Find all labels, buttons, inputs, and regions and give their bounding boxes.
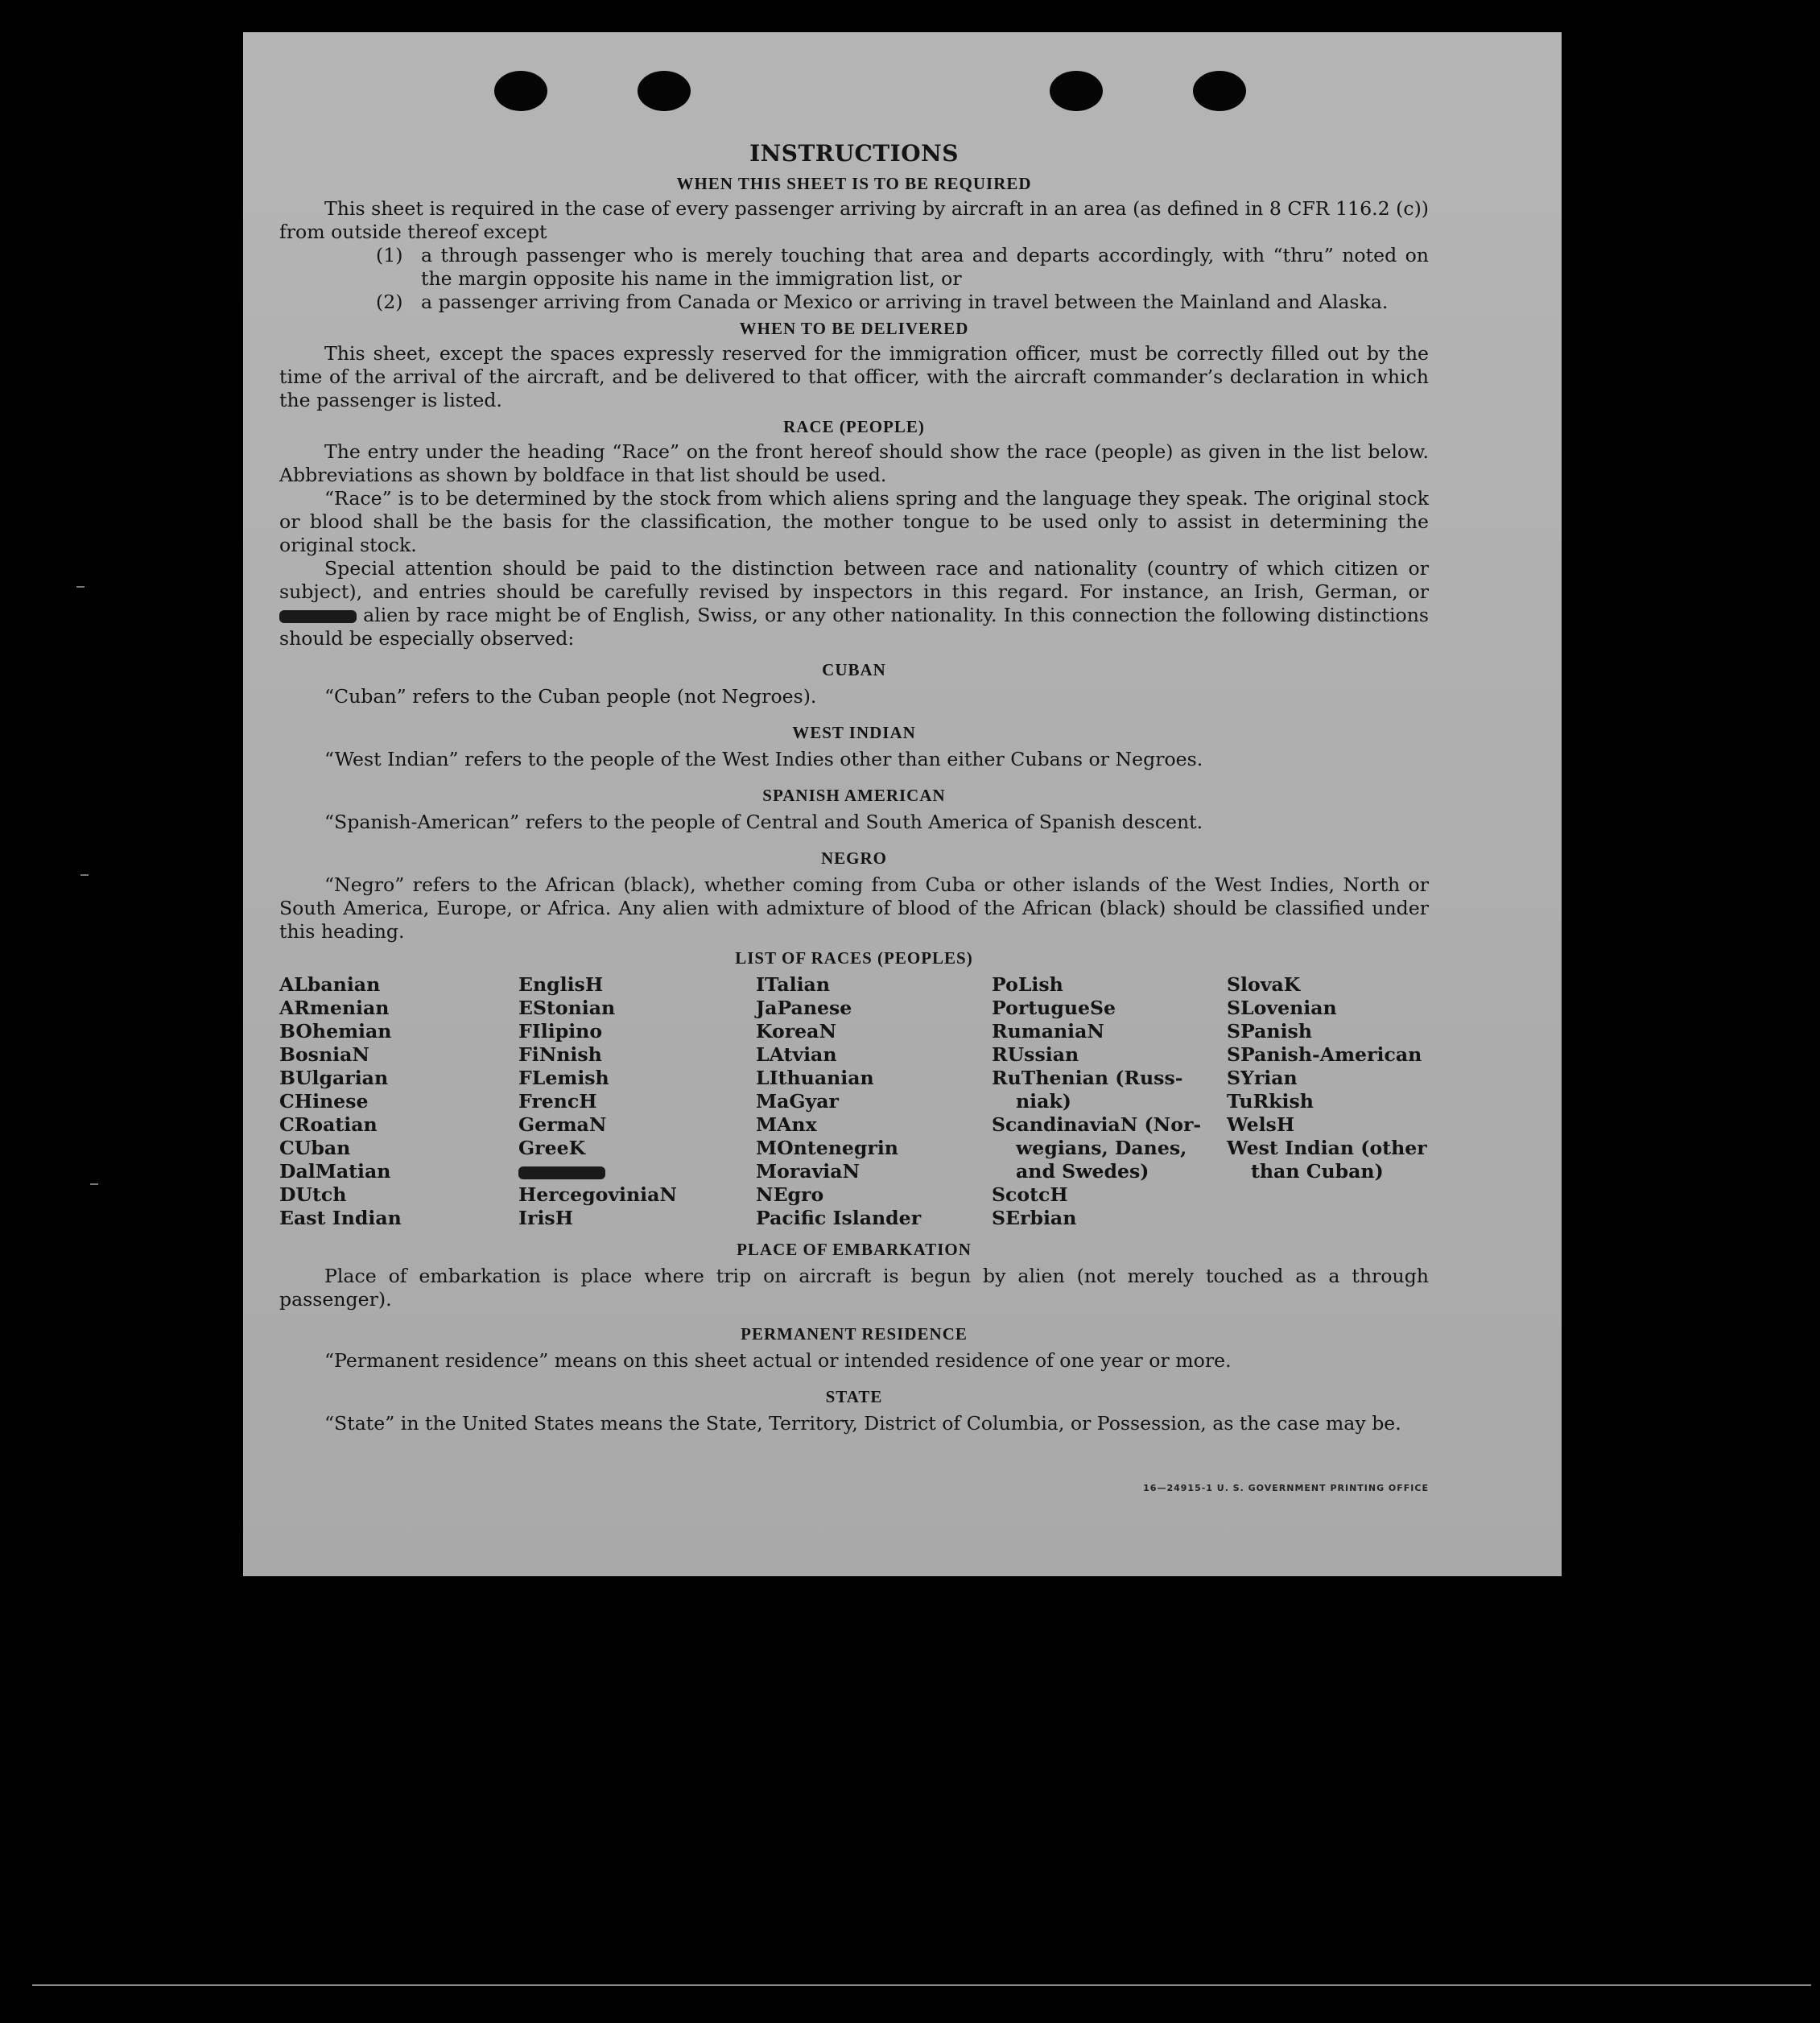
- race-item: FiNnish: [518, 1043, 602, 1066]
- race-item: ALbanian: [279, 973, 381, 996]
- race-item: JaPanese: [756, 997, 852, 1019]
- paragraph-state: “State” in the United States means the State, Territory, District of Columbia, or Possession, as the case may be.: [324, 1412, 1401, 1435]
- paragraph-race-3: [279, 557, 1429, 650]
- paragraph-race-1: The entry under the heading “Race” on the front hereof should show the race (people) as given in the list below. Abbreviations as shown by boldface in that list should be used.: [279, 440, 1429, 486]
- race-item: RUssian: [992, 1043, 1079, 1066]
- paragraph-residence: “Permanent residence” means on this sheet actual or intended residence of one year or more.: [324, 1349, 1232, 1372]
- document-page: [243, 32, 1562, 1576]
- race-item: IrisH: [518, 1207, 574, 1229]
- race-item: CHinese: [279, 1090, 369, 1113]
- race-item: PortugueSe: [992, 997, 1116, 1019]
- race-item: GreeK: [518, 1137, 586, 1159]
- race-item: LIthuanian: [756, 1067, 874, 1089]
- heading-place-of-embarkation: PLACE OF EMBARKATION: [737, 1240, 972, 1259]
- races-column-4: [992, 973, 1227, 1230]
- heading-list-of-races: LIST OF RACES (PEOPLES): [735, 948, 973, 968]
- paragraph-required: This sheet is required in the case of every passenger arriving by aircraft in an area (as defined in 8 CFR 116.2 (c)) from outside thereof except: [279, 197, 1429, 243]
- race-item: ScotcH: [992, 1183, 1068, 1206]
- heading-permanent-residence: PERMANENT RESIDENCE: [741, 1324, 968, 1344]
- redaction-mark: [518, 1166, 605, 1179]
- scan-border-line: [32, 1984, 1811, 1986]
- heading-when-required: WHEN THIS SHEET IS TO BE REQUIRED: [676, 174, 1032, 193]
- race-item: MOntenegrin: [756, 1137, 898, 1159]
- races-list: [279, 973, 1429, 1230]
- paragraph-embarkation: Place of embarkation is place where trip on aircraft is begun by alien (not merely touched as a through passenger).: [279, 1265, 1429, 1311]
- punch-hole: [1193, 71, 1246, 111]
- race-item: BUlgarian: [279, 1067, 389, 1089]
- race-item: West Indian (other: [1227, 1137, 1427, 1159]
- race-item-redacted: [518, 1160, 756, 1183]
- race-item: East Indian: [279, 1207, 402, 1229]
- heading-cuban: CUBAN: [822, 660, 886, 679]
- race-item: GermaN: [518, 1113, 607, 1136]
- item-text: a through passenger who is merely touching that area and departs accordingly, with “thru” noted on the margin opposite his name in the immigration list, or: [421, 244, 1429, 290]
- paragraph-race-3-a: Special attention should be paid to the distinction between race and nationality (country of which citizen or subject), and entries should be carefully revised by inspectors in this regard. For instance, an Irish, German, or: [279, 557, 1429, 603]
- race-item: CUban: [279, 1137, 351, 1159]
- item-text: a passenger arriving from Canada or Mexico or arriving in travel between the Mainland and Alaska.: [421, 291, 1389, 313]
- race-item-continuation: than Cuban): [1251, 1160, 1384, 1183]
- heading-race: RACE (PEOPLE): [783, 417, 925, 436]
- race-item: RumaniaN: [992, 1020, 1104, 1042]
- scan-edge-mark: [76, 586, 85, 588]
- item-number: (1): [376, 244, 403, 266]
- punch-hole: [494, 71, 547, 111]
- race-item-continuation: wegians, Danes,: [1016, 1137, 1187, 1159]
- race-item: PoLish: [992, 973, 1063, 996]
- race-item: ScandinaviaN (Nor-: [992, 1113, 1202, 1136]
- list-item: [279, 291, 1429, 314]
- punch-hole: [1050, 71, 1103, 111]
- redaction-mark: [279, 610, 357, 623]
- punch-hole: [638, 71, 691, 111]
- race-item: MAnx: [756, 1113, 817, 1136]
- race-item: EnglisH: [518, 973, 604, 996]
- race-item: BosniaN: [279, 1043, 369, 1066]
- race-item: LAtvian: [756, 1043, 837, 1066]
- race-item: FrencH: [518, 1090, 597, 1113]
- race-item: MaGyar: [756, 1090, 839, 1113]
- races-column-3: [756, 973, 992, 1230]
- race-item: SErbian: [992, 1207, 1077, 1229]
- paragraph-cuban: “Cuban” refers to the Cuban people (not Negroes).: [324, 685, 817, 708]
- scan-edge-mark: [90, 1183, 98, 1185]
- race-item: NEgro: [756, 1183, 824, 1206]
- race-item: DUtch: [279, 1183, 347, 1206]
- item-number: (2): [376, 291, 403, 313]
- race-item: ITalian: [756, 973, 830, 996]
- race-item: TuRkish: [1227, 1090, 1314, 1113]
- race-item: SPanish-American: [1227, 1043, 1422, 1066]
- paragraph-delivered: This sheet, except the spaces expressly reserved for the immigration officer, must be correctly filled out by the time of the arrival of the aircraft, and be delivered to that officer, with the aircraft commander’s declaration in which the passenger is listed.: [279, 342, 1429, 411]
- race-item: EStonian: [518, 997, 616, 1019]
- race-item: HercegoviniaN: [518, 1183, 677, 1206]
- page-title: INSTRUCTIONS: [749, 140, 959, 167]
- heading-west-indian: WEST INDIAN: [792, 723, 916, 742]
- race-item: FLemish: [518, 1067, 609, 1089]
- race-item: SlovaK: [1227, 973, 1301, 996]
- race-item: DalMatian: [279, 1160, 391, 1183]
- race-item: MoraviaN: [756, 1160, 860, 1183]
- race-item: SYrian: [1227, 1067, 1298, 1089]
- race-item: SPanish: [1227, 1020, 1312, 1042]
- race-item: WelsH: [1227, 1113, 1295, 1136]
- printing-office-code: 16—24915-1 U. S. GOVERNMENT PRINTING OFFICE: [1143, 1483, 1429, 1493]
- paragraph-negro: “Negro” refers to the African (black), whether coming from Cuba or other islands of the West Indies, North or South America, Europe, or Africa. Any alien with admixture of blood of the African (black) should be classified under this heading.: [279, 873, 1429, 943]
- races-column-1: [279, 973, 518, 1230]
- race-item: BOhemian: [279, 1020, 392, 1042]
- race-item: RuThenian (Russ-: [992, 1067, 1183, 1089]
- race-item: FIlipino: [518, 1020, 603, 1042]
- race-item-continuation: and Swedes): [1016, 1160, 1149, 1183]
- heading-spanish-american: SPANISH AMERICAN: [762, 786, 946, 805]
- paragraph-race-2: “Race” is to be determined by the stock from which aliens spring and the language they speak. The original stock or blood shall be the basis for the classification, the mother tongue to be used only to assist in determining the original stock.: [279, 487, 1429, 556]
- list-item: [279, 244, 1429, 291]
- race-item: Pacific Islander: [756, 1207, 922, 1229]
- race-item: SLovenian: [1227, 997, 1337, 1019]
- heading-state: STATE: [825, 1387, 883, 1406]
- race-item: ARmenian: [279, 997, 390, 1019]
- race-item: CRoatian: [279, 1113, 378, 1136]
- paragraph-race-3-b: alien by race might be of English, Swiss, or any other nationality. In this connection the following distinctions should be especially observed:: [279, 604, 1430, 650]
- race-item-continuation: niak): [1016, 1090, 1071, 1113]
- instructions-content: [279, 138, 1429, 1435]
- paragraph-west-indian: “West Indian” refers to the people of the West Indies other than either Cubans or Negroes.: [324, 748, 1203, 770]
- paragraph-spanish-american: “Spanish-American” refers to the people of Central and South America of Spanish descent.: [324, 811, 1203, 833]
- races-column-5: [1227, 973, 1429, 1230]
- heading-negro: NEGRO: [820, 848, 887, 868]
- race-item: KoreaN: [756, 1020, 837, 1042]
- heading-when-delivered: WHEN TO BE DELIVERED: [739, 319, 969, 338]
- races-column-2: [518, 973, 756, 1230]
- scan-edge-mark: [80, 874, 89, 876]
